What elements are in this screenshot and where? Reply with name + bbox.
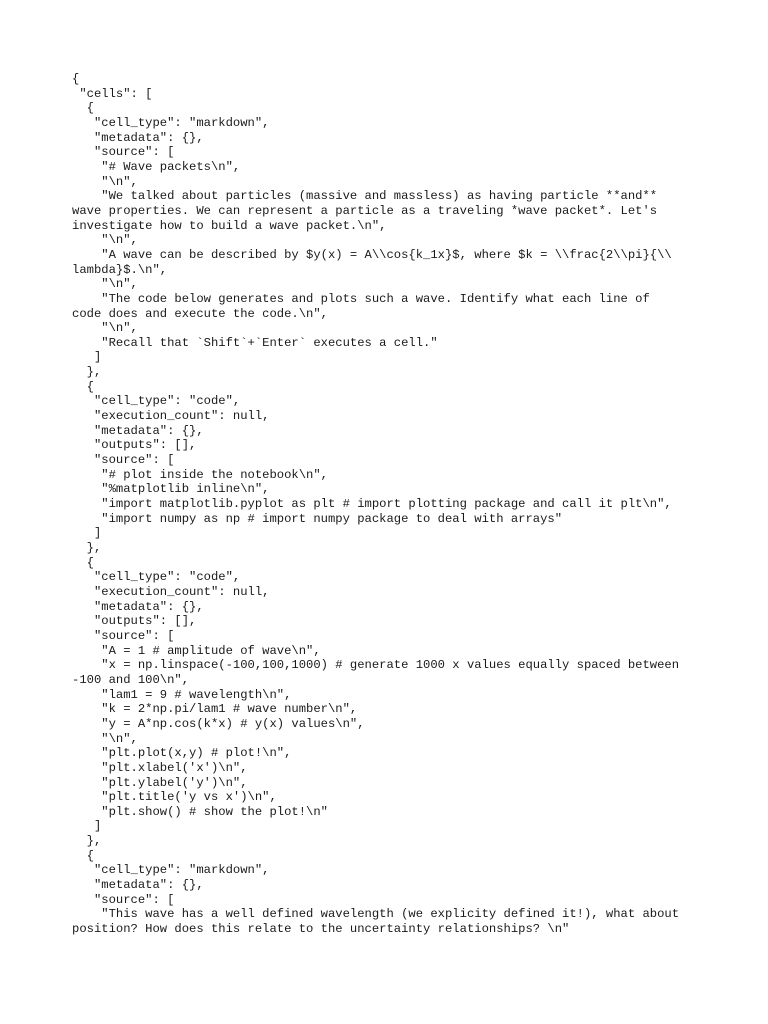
text-line: -100 and 100\n", (72, 672, 190, 687)
text-line: "plt.plot(x,y) # plot!\n", (72, 746, 292, 761)
text-line: "lam1 = 9 # wavelength\n", (72, 687, 292, 702)
text-line: lambda}$.\n", (72, 262, 168, 277)
text-line: "# Wave packets\n", (72, 159, 241, 174)
text-line: "metadata": {}, (72, 130, 204, 145)
text-line: ] (72, 526, 102, 541)
text-line: "x = np.linspace(-100,100,1000) # generate 1000 x values equally spaced between (72, 658, 680, 673)
text-line: "outputs": [], (72, 438, 197, 453)
text-line: }, (72, 365, 102, 380)
text-line: "%matplotlib inline\n", (72, 482, 270, 497)
text-line: "source": [ (72, 628, 175, 643)
text-line: { (72, 101, 94, 116)
text-line: "execution_count": null, (72, 409, 270, 424)
text-line: "# plot inside the notebook\n", (72, 467, 328, 482)
text-line: { (72, 379, 94, 394)
text-line: }, (72, 834, 102, 849)
text-line: position? How does this relate to the uncertainty relationships? \n" (72, 922, 570, 937)
text-line: "We talked about particles (massive and massless) as having particle **and** (72, 189, 658, 204)
text-line: wave properties. We can represent a particle as a traveling *wave packet*. Let's (72, 203, 658, 218)
text-line: investigate how to build a wave packet.\n", (72, 218, 387, 233)
text-line: "y = A*np.cos(k*x) # y(x) values\n", (72, 716, 365, 731)
text-line: "metadata": {}, (72, 599, 204, 614)
text-line: "k = 2*np.pi/lam1 # wave number\n", (72, 702, 358, 717)
text-line: "source": [ (72, 145, 175, 160)
text-line: "execution_count": null, (72, 584, 270, 599)
text-line: "cell_type": "code", (72, 570, 241, 585)
text-line: "import numpy as np # import numpy package to deal with arrays" (72, 511, 563, 526)
text-line: "plt.title('y vs x')\n", (72, 790, 277, 805)
text-line: ] (72, 819, 102, 834)
text-line: }, (72, 541, 102, 555)
text-line: { (72, 848, 94, 863)
text-line: "plt.ylabel('y')\n", (72, 775, 248, 790)
text-line: "import matplotlib.pyplot as plt # import plotting package and call it plt\n", (72, 497, 672, 512)
text-line: "A wave can be described by $y(x) = A\\cos{k_1x}$, where $k = \\frac{2\\pi}{\\ (72, 247, 672, 262)
text-line: "\n", (72, 731, 138, 746)
text-line: "\n", (72, 277, 138, 292)
text-line: "\n", (72, 174, 138, 189)
text-line: "The code below generates and plots such a wave. Identify what each line of (72, 291, 650, 306)
text-line: "metadata": {}, (72, 878, 204, 893)
text-line: "source": [ (72, 892, 175, 907)
text-line: "cells": [ (72, 86, 153, 101)
text-line: "metadata": {}, (72, 423, 204, 438)
text-line: "outputs": [], (72, 614, 197, 629)
text-line: "source": [ (72, 453, 175, 468)
text-line: "cell_type": "markdown", (72, 863, 270, 878)
document-page (72, 72, 696, 937)
text-line: code does and execute the code.\n", (72, 306, 328, 321)
text-line: "plt.show() # show the plot!\n" (72, 804, 328, 819)
text-line: ] (72, 350, 102, 365)
text-line: { (72, 72, 80, 86)
text-line: "\n", (72, 321, 138, 336)
text-line: "This wave has a well defined wavelength (we explicity defined it!), what about (72, 907, 680, 922)
text-line: "plt.xlabel('x')\n", (72, 760, 248, 775)
text-line: "cell_type": "markdown", (72, 115, 270, 130)
text-line: "A = 1 # amplitude of wave\n", (72, 643, 321, 658)
text-line: "Recall that `Shift`+`Enter` executes a cell." (72, 335, 438, 350)
text-line: "\n", (72, 233, 138, 248)
text-line: "cell_type": "code", (72, 394, 241, 409)
text-line: { (72, 555, 94, 570)
